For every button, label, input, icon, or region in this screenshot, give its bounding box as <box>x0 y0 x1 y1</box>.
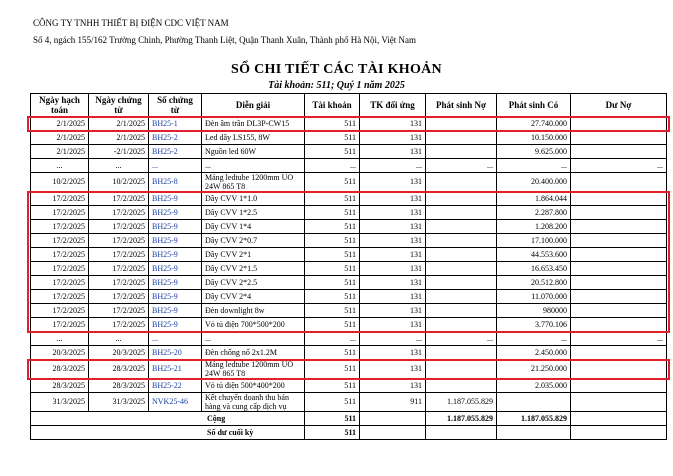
total-debit: 1.187.055.829 <box>426 412 497 426</box>
debit-cell <box>426 379 497 393</box>
voucher-code-cell: BH25-9 <box>149 304 202 318</box>
voucher-code-cell: BH25-2 <box>149 145 202 159</box>
credit-cell <box>497 393 571 412</box>
debit-cell <box>426 290 497 304</box>
credit-cell: 1.208.200 <box>497 220 571 234</box>
voucher-code-cell: ... <box>149 332 202 346</box>
balance-cell <box>571 173 667 192</box>
date-voucher-cell: 28/3/2025 <box>89 379 149 393</box>
account-cell: 511 <box>305 192 360 206</box>
date-posted-cell: 28/3/2025 <box>31 379 89 393</box>
description-cell: Dây CVV 1*2.5 <box>202 206 305 220</box>
date-voucher-cell: 2/1/2025 <box>89 131 149 145</box>
date-voucher-cell: -2/1/2025 <box>89 145 149 159</box>
voucher-code-cell: BH25-21 <box>149 360 202 379</box>
description-cell: ... <box>202 159 305 173</box>
voucher-code-cell: NVK25-46 <box>149 393 202 412</box>
description-cell: Nguồn led 60W <box>202 145 305 159</box>
debit-cell: ... <box>426 332 497 346</box>
description-cell: Dây CVV 2*1.5 <box>202 262 305 276</box>
balance-cell <box>571 360 667 379</box>
table-row <box>31 276 667 290</box>
table-row <box>31 117 667 131</box>
date-posted-cell: 17/2/2025 <box>31 220 89 234</box>
description-cell: Led dây LS155, 8W <box>202 131 305 145</box>
contra-account-cell: 131 <box>360 318 426 332</box>
date-voucher-cell: 17/2/2025 <box>89 220 149 234</box>
account-cell: 511 <box>305 173 360 192</box>
description-cell: Dây CVV 2*2.5 <box>202 276 305 290</box>
balance-cell: ... <box>571 332 667 346</box>
date-voucher-cell: 17/2/2025 <box>89 318 149 332</box>
account-cell: 511 <box>305 360 360 379</box>
contra-account-cell: 131 <box>360 379 426 393</box>
total-account: 511 <box>305 412 360 426</box>
contra-account-cell: ... <box>360 332 426 346</box>
account-cell: 511 <box>305 393 360 412</box>
description-cell: Máng ledtube 1200mm UO 24W 865 T8 <box>202 173 305 192</box>
total-row <box>31 412 667 426</box>
balance-cell <box>571 131 667 145</box>
table-row <box>31 379 667 393</box>
date-voucher-cell: 17/2/2025 <box>89 248 149 262</box>
voucher-code-cell: BH25-22 <box>149 379 202 393</box>
voucher-code-cell: BH25-9 <box>149 248 202 262</box>
balance-cell <box>571 262 667 276</box>
table-row <box>31 248 667 262</box>
balance-cell <box>571 117 667 131</box>
date-voucher-cell: 2/1/2025 <box>89 117 149 131</box>
date-voucher-cell: 17/2/2025 <box>89 304 149 318</box>
balance-cell <box>571 220 667 234</box>
date-voucher-cell: 17/2/2025 <box>89 192 149 206</box>
description-cell: Đèn âm trần DL3P-CW15 <box>202 117 305 131</box>
contra-account-cell: 131 <box>360 262 426 276</box>
date-posted-cell: 17/2/2025 <box>31 290 89 304</box>
table-row <box>31 332 667 346</box>
credit-cell: 980000 <box>497 304 571 318</box>
col-header-so-chung-tu: Số chứng từ <box>149 94 202 117</box>
company-name: CÔNG TY TNHH THIẾT BỊ ĐIỆN CDC VIỆT NAM <box>33 18 229 28</box>
balance-cell <box>571 234 667 248</box>
date-voucher-cell: 17/2/2025 <box>89 234 149 248</box>
col-header-phat-sinh-co: Phát sinh Có <box>497 94 571 117</box>
date-voucher-cell: 20/3/2025 <box>89 346 149 360</box>
credit-cell: 17.100.000 <box>497 234 571 248</box>
contra-account-cell: 131 <box>360 192 426 206</box>
credit-cell: 21.250.000 <box>497 360 571 379</box>
voucher-code-cell: BH25-9 <box>149 276 202 290</box>
ledger-table <box>30 93 667 440</box>
account-cell: 511 <box>305 262 360 276</box>
contra-account-cell: 131 <box>360 145 426 159</box>
balance-cell <box>571 393 667 412</box>
credit-cell: 2.035.000 <box>497 379 571 393</box>
balance-cell <box>571 206 667 220</box>
balance-cell <box>571 145 667 159</box>
col-header-tai-khoan: Tài khoản <box>305 94 360 117</box>
page-subtitle: Tài khoản: 511; Quý 1 năm 2025 <box>268 80 405 91</box>
account-cell: 511 <box>305 379 360 393</box>
date-posted-cell: 2/1/2025 <box>31 145 89 159</box>
credit-cell: 1.864.044 <box>497 192 571 206</box>
table-row <box>31 159 667 173</box>
closing-credit <box>497 426 571 440</box>
table-row <box>31 360 667 379</box>
closing-debit <box>426 426 497 440</box>
debit-cell <box>426 220 497 234</box>
date-posted-cell: 20/3/2025 <box>31 346 89 360</box>
date-posted-cell: 2/1/2025 <box>31 117 89 131</box>
col-header-ngay-hach-toan: Ngày hạch toán <box>31 94 89 117</box>
debit-cell <box>426 234 497 248</box>
ledger-body <box>31 117 667 412</box>
voucher-code-cell: BH25-9 <box>149 192 202 206</box>
description-cell: Dây CVV 2*1 <box>202 248 305 262</box>
balance-cell <box>571 379 667 393</box>
date-posted-cell: 17/2/2025 <box>31 318 89 332</box>
col-header-dien-giai: Diễn giải <box>202 94 305 117</box>
table-row <box>31 393 667 412</box>
col-header-du-no: Dư Nợ <box>571 94 667 117</box>
debit-cell <box>426 304 497 318</box>
description-cell: Máng ledtube 1200mm UO 24W 865 T8 <box>202 360 305 379</box>
table-row <box>31 192 667 206</box>
table-row <box>31 173 667 192</box>
date-posted-cell: 28/3/2025 <box>31 360 89 379</box>
voucher-code-cell: BH25-9 <box>149 290 202 304</box>
closing-label: Số dư cuối kỳ <box>31 426 305 440</box>
contra-account-cell: 131 <box>360 304 426 318</box>
debit-cell <box>426 318 497 332</box>
total-empty <box>360 412 426 426</box>
description-cell: Kết chuyển doanh thu bán hàng và cung cấp dịch vụ <box>202 393 305 412</box>
date-posted-cell: 31/3/2025 <box>31 393 89 412</box>
balance-cell <box>571 290 667 304</box>
date-voucher-cell: 17/2/2025 <box>89 290 149 304</box>
balance-cell <box>571 346 667 360</box>
col-header-phat-sinh-no: Phát sinh Nợ <box>426 94 497 117</box>
debit-cell: ... <box>426 159 497 173</box>
company-address: Số 4, ngách 155/162 Trường Chinh, Phường Thanh Liệt, Quận Thanh Xuân, Thành phố Hà Nội, Việt Nam <box>33 35 417 45</box>
voucher-code-cell: BH25-9 <box>149 234 202 248</box>
credit-cell: ... <box>497 332 571 346</box>
date-posted-cell: 2/1/2025 <box>31 131 89 145</box>
voucher-code-cell: BH25-2 <box>149 131 202 145</box>
date-posted-cell: 17/2/2025 <box>31 192 89 206</box>
debit-cell <box>426 117 497 131</box>
account-cell: 511 <box>305 220 360 234</box>
date-voucher-cell: 28/3/2025 <box>89 360 149 379</box>
voucher-code-cell: BH25-9 <box>149 318 202 332</box>
table-row <box>31 206 667 220</box>
description-cell: Dây CVV 1*1.0 <box>202 192 305 206</box>
contra-account-cell: 131 <box>360 206 426 220</box>
description-cell: Đèn downlight 8w <box>202 304 305 318</box>
voucher-code-cell: BH25-8 <box>149 173 202 192</box>
contra-account-cell: 911 <box>360 393 426 412</box>
account-cell: 511 <box>305 276 360 290</box>
description-cell: Đèn chống nổ 2x1.2M <box>202 346 305 360</box>
debit-cell <box>426 173 497 192</box>
total-balance <box>571 412 667 426</box>
voucher-code-cell: BH25-1 <box>149 117 202 131</box>
date-voucher-cell: 17/2/2025 <box>89 276 149 290</box>
account-cell: 511 <box>305 304 360 318</box>
balance-cell <box>571 248 667 262</box>
account-cell: 511 <box>305 346 360 360</box>
credit-cell: 9.625.000 <box>497 145 571 159</box>
description-cell: Dây CVV 2*0.7 <box>202 234 305 248</box>
account-cell: 511 <box>305 290 360 304</box>
balance-cell: ... <box>571 159 667 173</box>
date-posted-cell: 17/2/2025 <box>31 248 89 262</box>
contra-account-cell: 131 <box>360 131 426 145</box>
debit-cell <box>426 262 497 276</box>
date-posted-cell: 17/2/2025 <box>31 234 89 248</box>
voucher-code-cell: BH25-9 <box>149 206 202 220</box>
table-row <box>31 145 667 159</box>
contra-account-cell: 131 <box>360 234 426 248</box>
credit-cell: 2.287.800 <box>497 206 571 220</box>
date-posted-cell: 17/2/2025 <box>31 262 89 276</box>
closing-row <box>31 426 667 440</box>
credit-cell: 27.740.000 <box>497 117 571 131</box>
contra-account-cell: ... <box>360 159 426 173</box>
closing-account: 511 <box>305 426 360 440</box>
page-title: SỔ CHI TIẾT CÁC TÀI KHOẢN <box>231 62 442 77</box>
description-cell: Dây CVV 2*4 <box>202 290 305 304</box>
contra-account-cell: 131 <box>360 276 426 290</box>
closing-empty <box>360 426 426 440</box>
col-header-tk-doi-ung: TK đối ứng <box>360 94 426 117</box>
table-row <box>31 290 667 304</box>
credit-cell: 16.653.450 <box>497 262 571 276</box>
debit-cell <box>426 145 497 159</box>
description-cell: Vỏ tủ điện 500*400*200 <box>202 379 305 393</box>
col-header-ngay-chung-tu: Ngày chứng từ <box>89 94 149 117</box>
credit-cell: 3.770.106 <box>497 318 571 332</box>
table-row <box>31 234 667 248</box>
contra-account-cell: 131 <box>360 290 426 304</box>
total-credit: 1.187.055.829 <box>497 412 571 426</box>
description-cell: Vỏ tủ điện 700*500*200 <box>202 318 305 332</box>
credit-cell: ... <box>497 159 571 173</box>
date-posted-cell: 17/2/2025 <box>31 304 89 318</box>
credit-cell: 44.553.600 <box>497 248 571 262</box>
balance-cell <box>571 192 667 206</box>
account-cell: 511 <box>305 131 360 145</box>
debit-cell <box>426 346 497 360</box>
voucher-code-cell: BH25-20 <box>149 346 202 360</box>
account-cell: 511 <box>305 117 360 131</box>
account-cell: 511 <box>305 248 360 262</box>
table-row <box>31 220 667 234</box>
credit-cell: 10.150.000 <box>497 131 571 145</box>
balance-cell <box>571 276 667 290</box>
date-voucher-cell: ... <box>89 332 149 346</box>
date-voucher-cell: 10/2/2025 <box>89 173 149 192</box>
voucher-code-cell: BH25-9 <box>149 262 202 276</box>
debit-cell <box>426 360 497 379</box>
date-voucher-cell: ... <box>89 159 149 173</box>
credit-cell: 11.070.000 <box>497 290 571 304</box>
voucher-code-cell: BH25-9 <box>149 220 202 234</box>
contra-account-cell: 131 <box>360 346 426 360</box>
date-voucher-cell: 17/2/2025 <box>89 206 149 220</box>
voucher-code-cell: ... <box>149 159 202 173</box>
contra-account-cell: 131 <box>360 248 426 262</box>
debit-cell <box>426 206 497 220</box>
account-cell: 511 <box>305 206 360 220</box>
debit-cell <box>426 276 497 290</box>
debit-cell <box>426 131 497 145</box>
header-row <box>31 94 667 117</box>
debit-cell <box>426 192 497 206</box>
contra-account-cell: 131 <box>360 173 426 192</box>
credit-cell: 20.512.800 <box>497 276 571 290</box>
table-row <box>31 318 667 332</box>
balance-cell <box>571 304 667 318</box>
description-cell: ... <box>202 332 305 346</box>
date-posted-cell: 10/2/2025 <box>31 173 89 192</box>
contra-account-cell: 131 <box>360 360 426 379</box>
contra-account-cell: 131 <box>360 220 426 234</box>
date-voucher-cell: 17/2/2025 <box>89 262 149 276</box>
date-posted-cell: ... <box>31 159 89 173</box>
date-posted-cell: 17/2/2025 <box>31 206 89 220</box>
table-row <box>31 346 667 360</box>
balance-cell <box>571 318 667 332</box>
table-row <box>31 304 667 318</box>
credit-cell: 2.450.000 <box>497 346 571 360</box>
credit-cell: 20.400.000 <box>497 173 571 192</box>
account-cell: 511 <box>305 234 360 248</box>
total-label: Cộng <box>31 412 305 426</box>
date-voucher-cell: 31/3/2025 <box>89 393 149 412</box>
closing-balance <box>571 426 667 440</box>
debit-cell: 1.187.055.829 <box>426 393 497 412</box>
date-posted-cell: 17/2/2025 <box>31 276 89 290</box>
description-cell: Dây CVV 1*4 <box>202 220 305 234</box>
table-row <box>31 262 667 276</box>
date-posted-cell: ... <box>31 332 89 346</box>
table-row <box>31 131 667 145</box>
debit-cell <box>426 248 497 262</box>
account-cell: 511 <box>305 318 360 332</box>
account-cell: ... <box>305 332 360 346</box>
account-cell: 511 <box>305 145 360 159</box>
account-cell: ... <box>305 159 360 173</box>
contra-account-cell: 131 <box>360 117 426 131</box>
